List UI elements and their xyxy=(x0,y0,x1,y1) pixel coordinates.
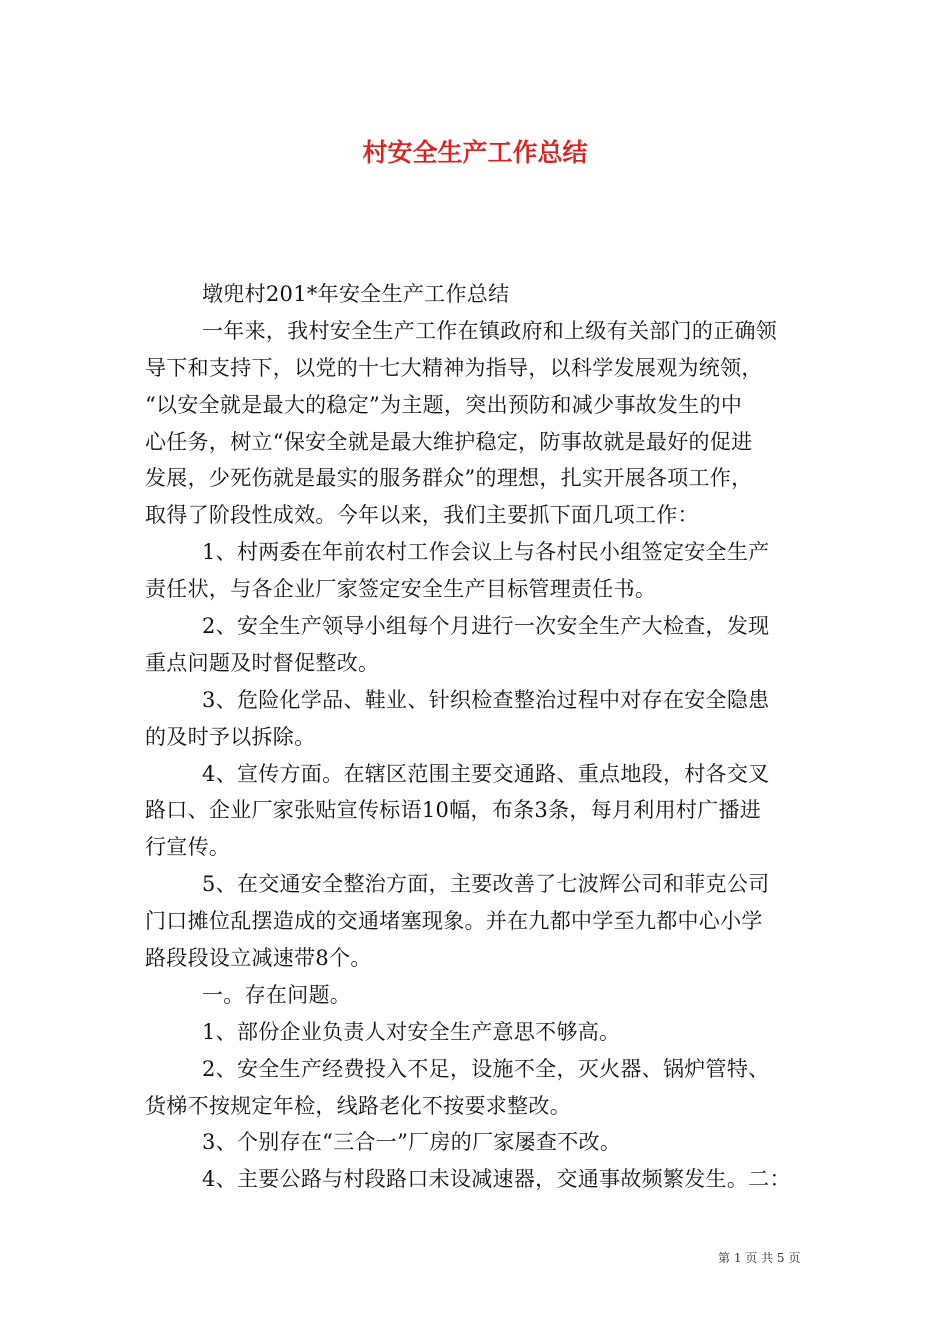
text-line: 4、宣传方面。在辖区范围主要交通路、重点地段，村各交叉 xyxy=(202,761,770,786)
text-line: 心任务，树立“保安全就是最大维护稳定，防事故就是最好的促进 xyxy=(145,429,753,454)
text-line: 路口、企业厂家张贴宣传标语10幅，布条3条，每月利用村广播进 xyxy=(145,798,762,823)
text-line: 2、安全生产经费投入不足，设施不全，灭火器、锅炉管特、 xyxy=(202,1056,770,1081)
text-line: 1、部份企业负责人对安全生产意思不够高。 xyxy=(202,1019,621,1044)
text-line: 行宣传。 xyxy=(145,835,231,860)
text-line: 一。存在问题。 xyxy=(202,982,352,1007)
text-line: 3、危险化学品、鞋业、针织检查整治过程中对存在安全隐患 xyxy=(202,687,770,712)
text-line: 4、主要公路与村段路口未设减速器，交通事故频繁发生。二： xyxy=(202,1167,791,1192)
text-line: 重点问题及时督促整改。 xyxy=(145,650,380,675)
text-line: 发展，少死伤就是最实的服务群众”的理想，扎实开展各项工作， xyxy=(145,466,753,491)
document-title: 村安全生产工作总结 xyxy=(362,138,588,167)
text-line: 墩兜村201*年安全生产工作总结 xyxy=(202,282,510,306)
text-line: 路段段设立减速带8个。 xyxy=(145,946,372,971)
text-line: 责任状，与各企业厂家签定安全生产目标管理责任书。 xyxy=(145,577,657,602)
text-line: 一年来，我村安全生产工作在镇政府和上级有关部门的正确领 xyxy=(202,318,778,343)
text-line: 的及时予以拆除。 xyxy=(145,724,316,749)
page-number: 第 1 页 共 5 页 xyxy=(718,1251,801,1265)
text-line: “以安全就是最大的稳定”为主题，突出预防和减少事故发生的中 xyxy=(145,392,743,417)
document-body xyxy=(145,276,815,1198)
text-line: 5、在交通安全整治方面，主要改善了七波辉公司和菲克公司 xyxy=(202,872,770,897)
text-line: 导下和支持下，以党的十七大精神为指导，以科学发展观为统领， xyxy=(145,355,763,380)
text-line: 取得了阶段性成效。今年以来，我们主要抓下面几项工作： xyxy=(145,503,699,528)
text-line: 门口摊位乱摆造成的交通堵塞现象。并在九都中学至九都中心小学 xyxy=(145,909,763,934)
text-line: 货梯不按规定年检，线路老化不按要求整改。 xyxy=(145,1093,571,1118)
text-line: 1、村两委在年前农村工作会议上与各村民小组签定安全生产 xyxy=(202,540,770,565)
text-line: 3、个别存在“三合一”厂房的厂家屡查不改。 xyxy=(202,1130,622,1155)
text-line: 2、安全生产领导小组每个月进行一次安全生产大检查，发现 xyxy=(202,614,770,639)
